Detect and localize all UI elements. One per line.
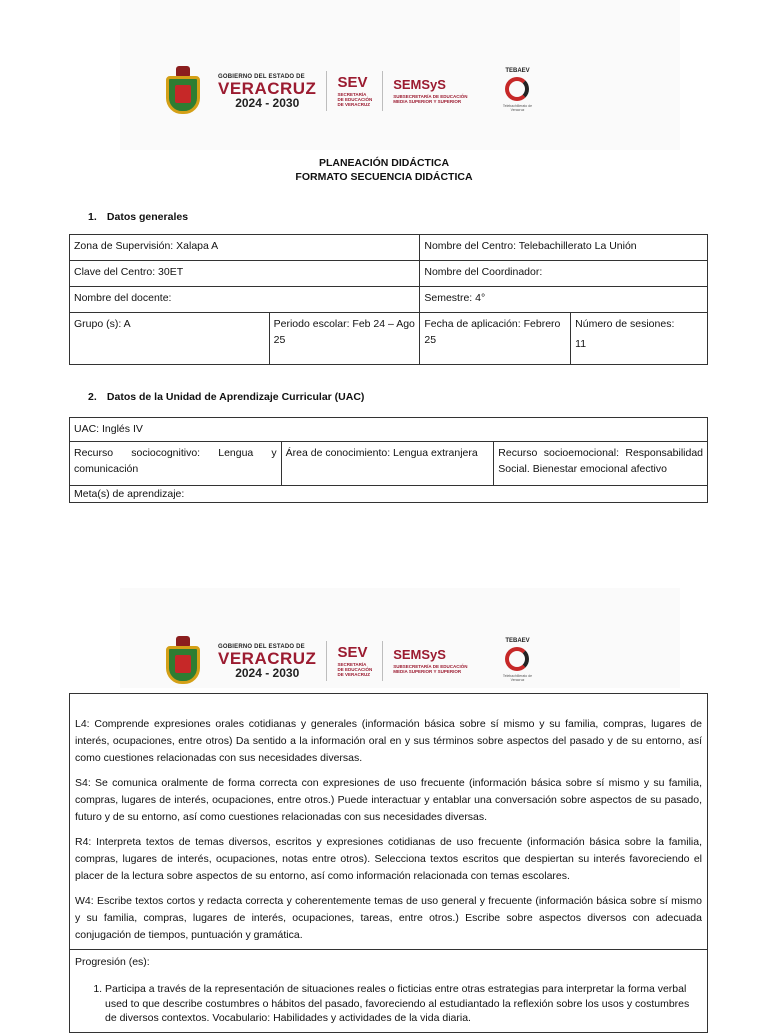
semestre-cell: Semestre: 4° bbox=[420, 287, 708, 313]
semsys-logo: SEMSyS SUBSECRETARÍA DE EDUCACIÓN MEDIA SUPERIOR Y SUPERIOR bbox=[393, 76, 468, 104]
tebaev-ring-icon bbox=[505, 647, 529, 671]
section-1-heading: 1. Datos generales bbox=[88, 211, 189, 223]
clave-cell: Clave del Centro: 30ET bbox=[70, 261, 420, 287]
veracruz-crest-icon bbox=[160, 636, 206, 686]
docente-cell: Nombre del docente: bbox=[70, 287, 420, 313]
header-banner bbox=[120, 588, 680, 688]
gobierno-logo: GOBIERNO DEL ESTADO DE VERACRUZ 2024 - 2030 bbox=[218, 73, 317, 110]
progresion-item: 1. Participa a través de la representación de situaciones reales o ficticias entre otras estrategias para interpretar la forma verbal used to que describe costumbres o hábitos del pasado, favoreciendo al estudiantado la reflexión sobre los usos y costumbres de diversos contextos. Vocabulario: Habilidades y actividades de la vida diaria. bbox=[105, 982, 702, 1026]
meta-s4: S4: Se comunica oralmente de forma correcta con expresiones de uso frecuente (información básica sobre sí mismo y su familia, compras, lugares de interés, ocupaciones, entre otros.) Puede interactuar y entablar una conversación sobre aspectos de su pasado, futuro y de su entorno, así como cuestiones relacionadas con sus necesidades diversas. bbox=[75, 777, 702, 823]
meta-l4: L4: Comprende expresiones orales cotidianas y generales (información básica sobre sí mismo y su familia, compras, lugares de interés, ocupaciones, entre otros) Da sentido a la información oral en y sus términos sobre aspectos del pasado y de su entorno, así como cuestiones relacionadas con sus necesidades diversas. bbox=[75, 718, 702, 764]
section-2-heading: 2. Datos de la Unidad de Aprendizaje Curricular (UAC) bbox=[88, 391, 365, 403]
uac-cell: UAC: Inglés IV bbox=[70, 418, 708, 442]
area-conocimiento-cell: Área de conocimiento: Lengua extranjera bbox=[281, 442, 494, 486]
coordinador-cell: Nombre del Coordinador: bbox=[420, 261, 708, 287]
logos-row bbox=[160, 632, 640, 690]
zona-cell: Zona de Supervisión: Xalapa A bbox=[70, 235, 420, 261]
sesiones-cell: Número de sesiones: 11 bbox=[571, 313, 708, 365]
fecha-cell: Fecha de aplicación: Febrero 25 bbox=[420, 313, 571, 365]
periodo-cell: Periodo escolar: Feb 24 – Ago 25 bbox=[269, 313, 420, 365]
veracruz-crest-icon bbox=[160, 66, 206, 116]
document-title: PLANEACIÓN DIDÁCTICA FORMATO SECUENCIA DIDÁCTICA bbox=[295, 157, 473, 183]
tebaev-logo: TEBAEV Telebachillerato de Veracruz bbox=[502, 68, 533, 112]
meta-w4: W4: Escribe textos cortos y redacta correcta y coherentemente temas de uso general y frecuente (información básica sobre sí mismo y su familia, compras, lugares de interés, ocupaciones, tareas, entre otros.) Escribe sobre aspectos diversos con adecuada conjugación de tiempos, puntuación y gramática. bbox=[75, 895, 702, 941]
tebaev-ring-icon bbox=[505, 77, 529, 101]
meta-r4: R4: Interpreta textos de temas diversos, escritos y expresiones cotidianas de uso frecuente (información básica sobre la familia, compras, lugares de interés, ocupaciones, notas entre otros). Selecciona textos escritos que despiertan su interés favoreciendo el placer de la lectura sobre aspectos de su entorno, así como información relacionada con temas escolares. bbox=[75, 836, 702, 882]
metas-cell: Meta(s) de aprendizaje: bbox=[70, 486, 708, 503]
semsys-logo: SEMSyS SUBSECRETARÍA DE EDUCACIÓN MEDIA SUPERIOR Y SUPERIOR bbox=[393, 646, 468, 674]
metas-progresion-table bbox=[69, 693, 708, 1033]
logo-divider bbox=[382, 71, 383, 111]
metas-aprendizaje-cell bbox=[70, 694, 707, 950]
sev-logo: SEV SECRETARÍA DE EDUCACIÓN DE VERACRUZ bbox=[337, 643, 373, 678]
uac-table bbox=[69, 417, 708, 503]
page-2 bbox=[0, 588, 768, 1024]
tebaev-logo: TEBAEV Telebachillerato de Veracruz bbox=[502, 638, 533, 682]
logo-divider bbox=[382, 641, 383, 681]
logo-divider bbox=[326, 641, 327, 681]
progresion-list bbox=[75, 982, 702, 1026]
recurso-socioemocional-cell: Recurso socioemocional: Responsabilidad Social. Bienestar emocional afectivo bbox=[494, 442, 708, 486]
progresion-cell bbox=[70, 950, 707, 1026]
header-banner bbox=[120, 0, 680, 150]
datos-generales-table bbox=[69, 234, 708, 365]
logo-divider bbox=[326, 71, 327, 111]
recurso-sociocognitivo-cell: Recurso sociocognitivo: Lengua y comunicación bbox=[70, 442, 282, 486]
gobierno-logo: GOBIERNO DEL ESTADO DE VERACRUZ 2024 - 2030 bbox=[218, 643, 317, 680]
centro-cell: Nombre del Centro: Telebachillerato La Unión bbox=[420, 235, 708, 261]
sev-logo: SEV SECRETARÍA DE EDUCACIÓN DE VERACRUZ bbox=[337, 73, 373, 108]
progresion-label: Progresión (es): bbox=[75, 956, 150, 968]
grupo-cell: Grupo (s): A bbox=[70, 313, 270, 365]
logos-row bbox=[160, 62, 640, 120]
